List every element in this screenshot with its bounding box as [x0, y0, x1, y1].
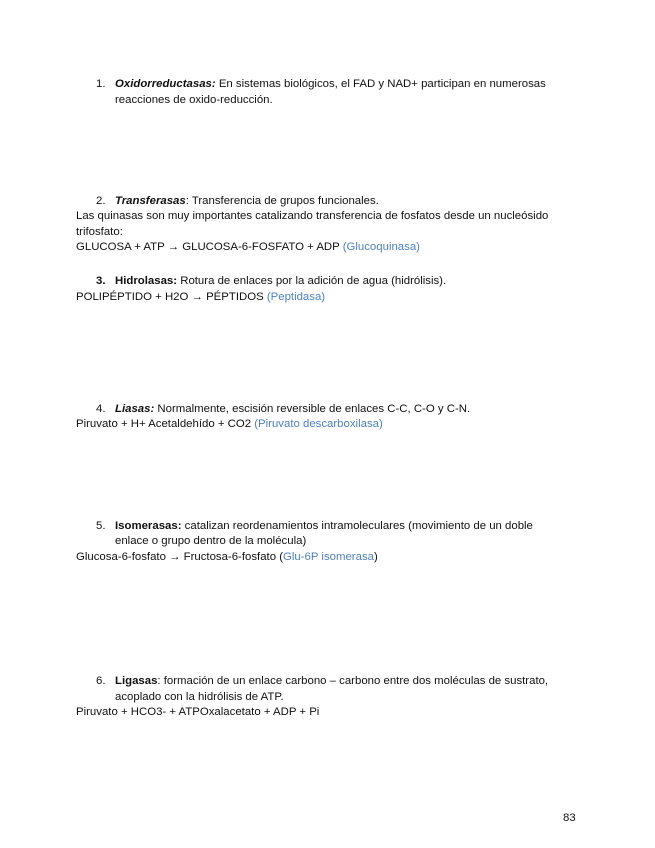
- item-description: : formación de un enlace carbono – carbono entre dos moléculas de sustrato,: [157, 675, 549, 687]
- item-title: Oxidorreductasas:: [115, 78, 216, 90]
- item-number: 1.: [96, 78, 106, 90]
- reaction-line: [76, 551, 378, 563]
- page-number: 83: [563, 812, 576, 824]
- item-title: Isomerasas:: [115, 520, 182, 532]
- item-description: : Transferencia de grupos funcionales.: [185, 195, 379, 207]
- reaction-line: [76, 241, 420, 253]
- reaction-line: [76, 418, 383, 430]
- item-note: Las quinasas son muy importantes catalizando transferencia de fosfatos desde un nucleósido: [76, 210, 549, 222]
- item-title: Transferasas: [115, 195, 186, 207]
- reaction-line: [76, 291, 325, 303]
- item-description-cont: enlace o grupo dentro de la molécula): [115, 535, 307, 547]
- reaction-equation: Glucosa-6-fosfato → Fructosa-6-fosfato (: [76, 551, 284, 563]
- reaction-equation: Piruvato + H+ Acetaldehído + CO2: [76, 418, 255, 430]
- enzyme-name: Glu-6P isomerasa: [283, 551, 374, 563]
- reaction-equation: Piruvato + HCO3- + ATPOxalacetato + ADP + Pi: [76, 706, 320, 718]
- reaction-close: ): [373, 551, 378, 563]
- item-title: Hidrolasas:: [115, 275, 178, 287]
- item-title: Ligasas: [115, 675, 158, 687]
- item-description-cont: reacciones de oxido-reducción.: [115, 94, 273, 106]
- item-number: 2.: [96, 195, 106, 207]
- item-description: Rotura de enlaces por la adición de agua (hidrólisis).: [177, 275, 447, 287]
- enzyme-name: (Glucoquinasa): [342, 241, 420, 253]
- item-description: En sistemas biológicos, el FAD y NAD+ participan en numerosas: [215, 78, 546, 90]
- item-note-cont: trifosfato:: [76, 226, 123, 238]
- item-number: 6.: [96, 675, 106, 687]
- item-number: 4.: [96, 403, 106, 415]
- item-number: 3.: [96, 275, 106, 287]
- item-description: Normalmente, escisión reversible de enlaces C-C, C-O y C-N.: [154, 403, 471, 415]
- reaction-equation: POLIPÉPTIDO + H2O → PÉPTIDOS: [76, 291, 267, 303]
- enzyme-name: (Peptidasa): [266, 291, 326, 303]
- item-title: Liasas:: [115, 403, 155, 415]
- item-description-cont: acoplado con la hidrólisis de ATP.: [115, 691, 284, 703]
- item-number: 5.: [96, 520, 106, 532]
- reaction-equation: GLUCOSA + ATP → GLUCOSA-6-FOSFATO + ADP: [76, 241, 343, 253]
- item-description: catalizan reordenamientos intramoleculares (movimiento de un doble: [181, 520, 533, 532]
- enzyme-name: (Piruvato descarboxilasa): [254, 418, 383, 430]
